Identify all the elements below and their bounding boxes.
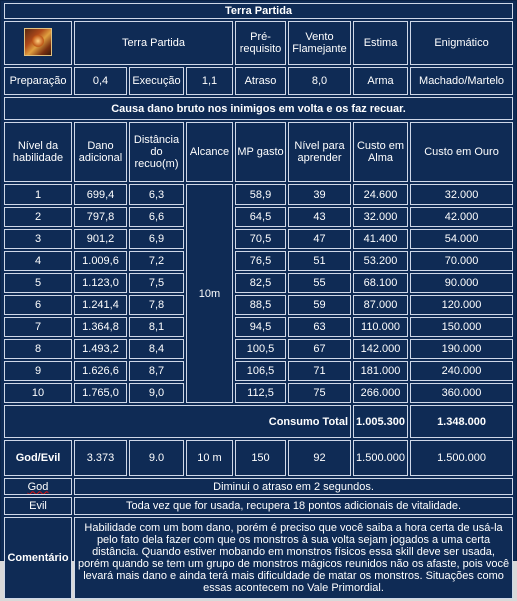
gold-cell: 54.000 bbox=[410, 229, 513, 249]
prep-label: Preparação bbox=[4, 67, 72, 95]
level-cell: 8 bbox=[4, 339, 72, 359]
learn-cell: 51 bbox=[288, 251, 351, 271]
total-gold: 1.348.000 bbox=[410, 405, 513, 438]
godevil-gold: 1.500.000 bbox=[410, 440, 513, 476]
total-soul: 1.005.300 bbox=[353, 405, 408, 438]
soul-cell: 53.200 bbox=[353, 251, 408, 271]
gold-cell: 32.000 bbox=[410, 184, 513, 205]
col-header-gold-cost: Custo em Ouro bbox=[410, 122, 513, 182]
table-row bbox=[4, 184, 513, 205]
prep-value: 0,4 bbox=[74, 67, 127, 95]
comment-label: Comentário bbox=[4, 517, 72, 599]
table-row bbox=[4, 339, 513, 359]
table-row bbox=[4, 361, 513, 381]
damage-cell: 699,4 bbox=[74, 184, 127, 205]
table-row bbox=[4, 295, 513, 315]
page-title: Terra Partida bbox=[4, 3, 513, 19]
soul-cell: 68.100 bbox=[353, 273, 408, 293]
type-label: Enigmático bbox=[410, 21, 513, 65]
skill-description: Causa dano bruto nos inimigos em volta e os faz recuar. bbox=[4, 97, 513, 120]
element-label: Vento Flamejante bbox=[288, 21, 351, 65]
soul-cell: 181.000 bbox=[353, 361, 408, 381]
col-header-learn-level: Nível para aprender bbox=[288, 122, 351, 182]
godevil-knockback: 9.0 bbox=[129, 440, 184, 476]
level-cell: 4 bbox=[4, 251, 72, 271]
soul-cell: 266.000 bbox=[353, 383, 408, 403]
skill-icon-cell bbox=[4, 21, 72, 65]
col-header-knockback: Distância do recuo(m) bbox=[129, 122, 184, 182]
damage-cell: 1.241,4 bbox=[74, 295, 127, 315]
delay-label: Atraso bbox=[235, 67, 286, 95]
learn-cell: 59 bbox=[288, 295, 351, 315]
mp-cell: 94,5 bbox=[235, 317, 286, 337]
soul-cell: 41.400 bbox=[353, 229, 408, 249]
godevil-soul: 1.500.000 bbox=[353, 440, 408, 476]
total-label: Consumo Total bbox=[4, 405, 351, 438]
damage-cell: 1.626,6 bbox=[74, 361, 127, 381]
col-header-soul-cost: Custo em Alma bbox=[353, 122, 408, 182]
knockback-cell: 8,1 bbox=[129, 317, 184, 337]
mp-cell: 64,5 bbox=[235, 207, 286, 227]
table-row bbox=[4, 207, 513, 227]
table-row bbox=[4, 317, 513, 337]
godevil-learn: 92 bbox=[288, 440, 351, 476]
skill-table bbox=[2, 1, 515, 601]
learn-cell: 67 bbox=[288, 339, 351, 359]
soul-cell: 24.600 bbox=[353, 184, 408, 205]
knockback-cell: 7,2 bbox=[129, 251, 184, 271]
god-label-text: God bbox=[27, 480, 49, 493]
knockback-cell: 7,8 bbox=[129, 295, 184, 315]
damage-cell: 1.123,0 bbox=[74, 273, 127, 293]
damage-cell: 797,8 bbox=[74, 207, 127, 227]
godevil-range: 10 m bbox=[186, 440, 233, 476]
gold-cell: 150.000 bbox=[410, 317, 513, 337]
learn-cell: 47 bbox=[288, 229, 351, 249]
prereq-label: Pré-requisito bbox=[235, 21, 286, 65]
mp-cell: 106,5 bbox=[235, 361, 286, 381]
mp-cell: 100,5 bbox=[235, 339, 286, 359]
range-cell: 10m bbox=[186, 184, 233, 403]
knockback-cell: 9,0 bbox=[129, 383, 184, 403]
godevil-damage: 3.373 bbox=[74, 440, 127, 476]
damage-cell: 1.009,6 bbox=[74, 251, 127, 271]
level-cell: 9 bbox=[4, 361, 72, 381]
soul-cell: 87.000 bbox=[353, 295, 408, 315]
godevil-label: God/Evil bbox=[4, 440, 72, 476]
godevil-mp: 150 bbox=[235, 440, 286, 476]
exec-label: Execução bbox=[129, 67, 184, 95]
learn-cell: 39 bbox=[288, 184, 351, 205]
level-cell: 2 bbox=[4, 207, 72, 227]
damage-cell: 901,2 bbox=[74, 229, 127, 249]
learn-cell: 75 bbox=[288, 383, 351, 403]
mp-cell: 58,9 bbox=[235, 184, 286, 205]
damage-cell: 1.493,2 bbox=[74, 339, 127, 359]
knockback-cell: 6,3 bbox=[129, 184, 184, 205]
knockback-cell: 7,5 bbox=[129, 273, 184, 293]
mp-cell: 88,5 bbox=[235, 295, 286, 315]
level-cell: 1 bbox=[4, 184, 72, 205]
weapon-label: Arma bbox=[353, 67, 408, 95]
skill-name: Terra Partida bbox=[74, 21, 233, 65]
gold-cell: 70.000 bbox=[410, 251, 513, 271]
god-effect: Diminui o atraso em 2 segundos. bbox=[74, 478, 513, 495]
mp-cell: 70,5 bbox=[235, 229, 286, 249]
comment-text: Habilidade com um bom dano, porém é preciso que você saiba a hora certa de usá-la pelo fato dela fazer com que os monstros à sua volta sejam jogados a uma certa distância. Quando estiver mobando em monstros físicos essa skill deve ser usada, porém quando se tem um grupo de monstros mágicos reunidos não os afaste, pois você levará mais dano e ainda terá mais dificuldade de matar os monstros. Situações como essas acontecem no Vale Primordial. bbox=[74, 517, 513, 599]
learn-cell: 55 bbox=[288, 273, 351, 293]
gold-cell: 240.000 bbox=[410, 361, 513, 381]
soul-cell: 142.000 bbox=[353, 339, 408, 359]
table-row bbox=[4, 383, 513, 403]
table-row bbox=[4, 229, 513, 249]
soul-cell: 32.000 bbox=[353, 207, 408, 227]
col-header-level: Nível da habilidade bbox=[4, 122, 72, 182]
weapon-value: Machado/Martelo bbox=[410, 67, 513, 95]
gold-cell: 360.000 bbox=[410, 383, 513, 403]
learn-cell: 71 bbox=[288, 361, 351, 381]
mp-cell: 112,5 bbox=[235, 383, 286, 403]
mp-cell: 76,5 bbox=[235, 251, 286, 271]
god-label bbox=[4, 478, 72, 495]
level-cell: 10 bbox=[4, 383, 72, 403]
knockback-cell: 8,7 bbox=[129, 361, 184, 381]
exec-value: 1,1 bbox=[186, 67, 233, 95]
knockback-cell: 8,4 bbox=[129, 339, 184, 359]
learn-cell: 43 bbox=[288, 207, 351, 227]
gold-cell: 42.000 bbox=[410, 207, 513, 227]
gold-cell: 90.000 bbox=[410, 273, 513, 293]
level-cell: 6 bbox=[4, 295, 72, 315]
damage-cell: 1.765,0 bbox=[74, 383, 127, 403]
knockback-cell: 6,9 bbox=[129, 229, 184, 249]
esteem-label: Estima bbox=[353, 21, 408, 65]
gold-cell: 120.000 bbox=[410, 295, 513, 315]
mp-cell: 82,5 bbox=[235, 273, 286, 293]
table-row bbox=[4, 273, 513, 293]
level-cell: 3 bbox=[4, 229, 72, 249]
skill-icon bbox=[24, 28, 52, 56]
delay-value: 8,0 bbox=[288, 67, 351, 95]
damage-cell: 1.364,8 bbox=[74, 317, 127, 337]
knockback-cell: 6,6 bbox=[129, 207, 184, 227]
evil-label: Evil bbox=[4, 497, 72, 515]
learn-cell: 63 bbox=[288, 317, 351, 337]
table-row bbox=[4, 251, 513, 271]
level-cell: 5 bbox=[4, 273, 72, 293]
col-header-damage: Dano adicional bbox=[74, 122, 127, 182]
gold-cell: 190.000 bbox=[410, 339, 513, 359]
col-header-range: Alcance bbox=[186, 122, 233, 182]
level-cell: 7 bbox=[4, 317, 72, 337]
evil-effect: Toda vez que for usada, recupera 18 pontos adicionais de vitalidade. bbox=[74, 497, 513, 515]
soul-cell: 110.000 bbox=[353, 317, 408, 337]
col-header-mp: MP gasto bbox=[235, 122, 286, 182]
